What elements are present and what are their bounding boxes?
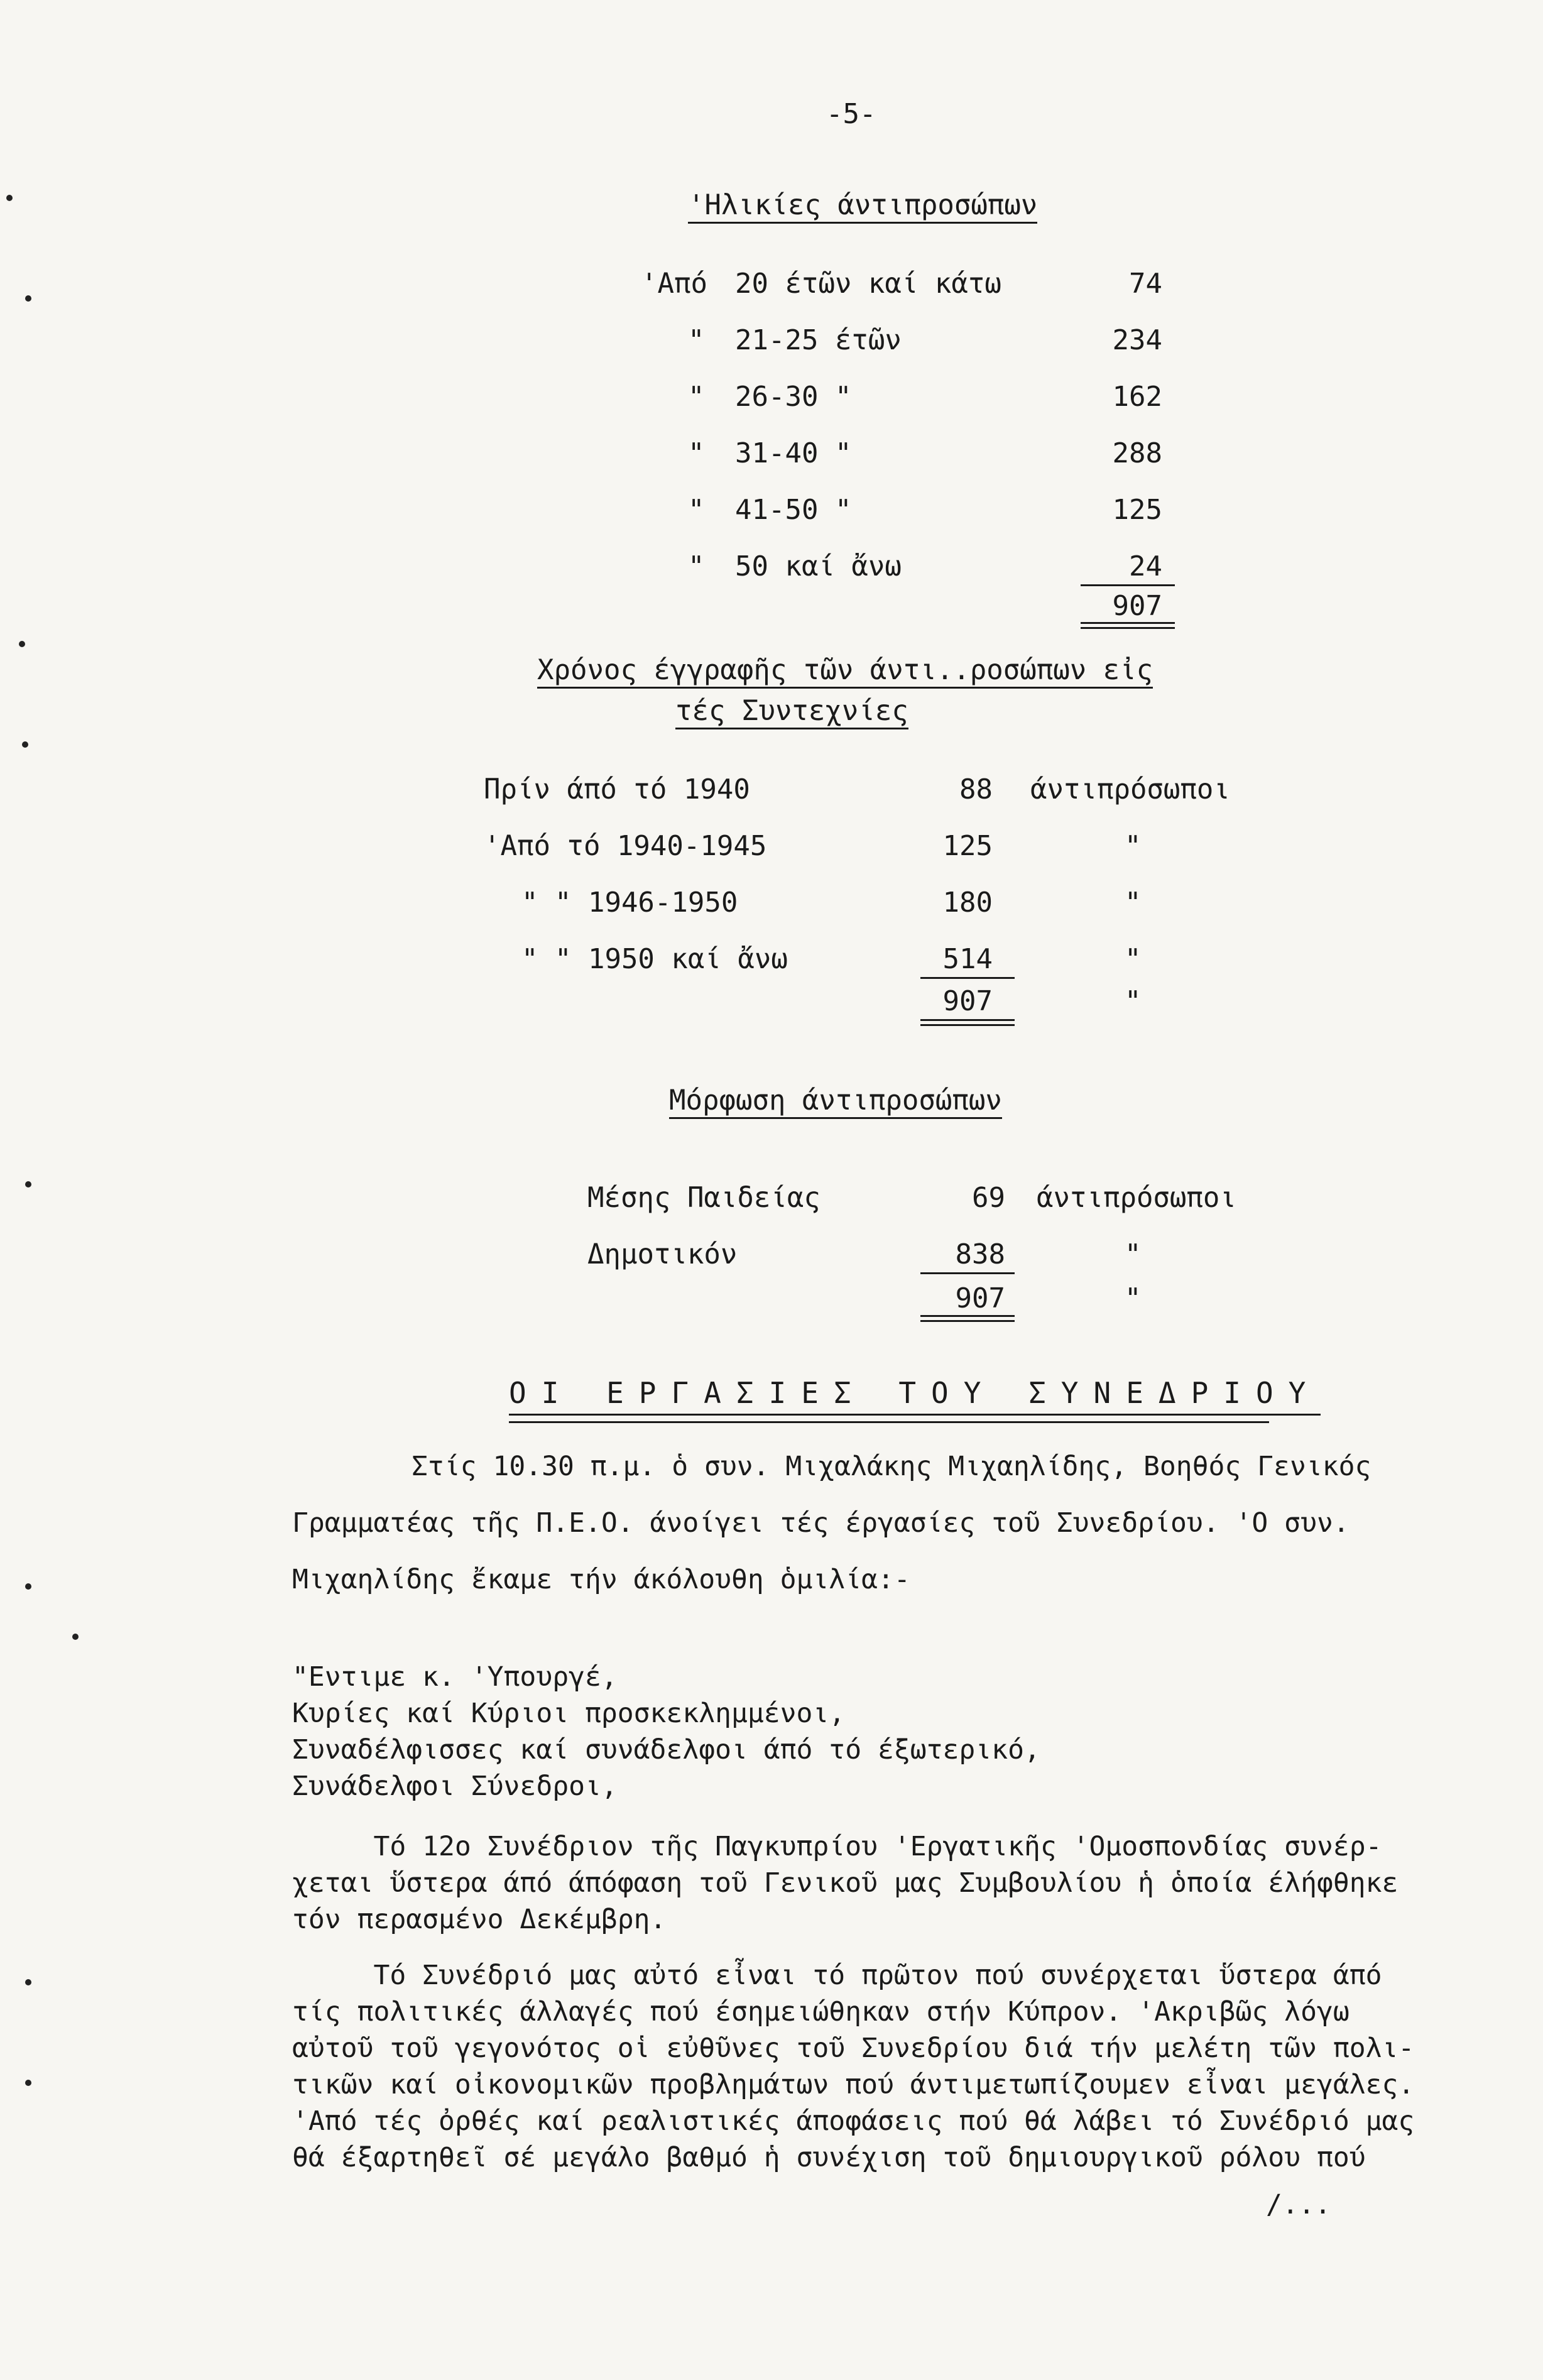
ages-double-rule-1 xyxy=(1081,622,1175,624)
ages-row-lead: " xyxy=(688,550,705,582)
paragraph-line: αὐτοῦ τοῦ γεγονότος οἱ εὐθῦνες τοῦ Συνεδρίου διά τήν μελέτη τῶν πολι- xyxy=(292,2033,1415,2064)
paragraph-line: Τό Συνέδριό μας αὐτό εἶναι τό πρῶτον πού συνέρχεται ὕστερα άπό xyxy=(292,1960,1382,1991)
education-row-label: Μέσης Παιδείας xyxy=(587,1182,821,1214)
registration-row-unit: " xyxy=(1125,830,1142,862)
registration-row-label: " " 1946-1950 xyxy=(521,887,738,919)
ages-row-lead: " xyxy=(688,324,705,356)
registration-row-label: " " 1950 καί ἄνω xyxy=(521,943,788,975)
section-title-rule-2 xyxy=(509,1421,1269,1423)
ages-row-range: 20 έτῶν καί κάτω xyxy=(735,268,1001,300)
registration-double-rule-1 xyxy=(920,1019,1015,1021)
page-number: -5- xyxy=(826,98,876,130)
salutation-line: Κυρίες καί Κύριοι προσκεκλημμένοι, xyxy=(292,1698,846,1729)
education-row-value: 838 xyxy=(955,1238,1005,1270)
education-row-label: Δημοτικόν xyxy=(587,1238,738,1270)
ages-row-lead: " xyxy=(688,437,705,469)
section-title: ΟΙ ΕΡΓΑΣΙΕΣ ΤΟΥ ΣΥΝΕΔΡΙΟΥ xyxy=(509,1376,1321,1416)
paragraph-line: τόν περασμένο Δεκέμβρη. xyxy=(292,1904,667,1935)
continuation-mark: /... xyxy=(1266,2189,1331,2220)
education-total: 907 xyxy=(955,1282,1005,1314)
education-row-value: 69 xyxy=(972,1182,1005,1214)
scan-speck xyxy=(25,1979,31,1985)
paragraph-line: θά έξαρτηθεῖ σέ μεγάλο βαθμό ἡ συνέχιση τοῦ δημιουργικοῦ ρόλου πού xyxy=(292,2142,1366,2173)
ages-row-value: 125 xyxy=(1112,494,1162,526)
education-total-unit: " xyxy=(1125,1282,1142,1314)
registration-total-unit: " xyxy=(1125,985,1142,1017)
ages-row-value: 288 xyxy=(1112,437,1162,469)
registration-row-label: Πρίν άπό τό 1940 xyxy=(484,773,750,805)
ages-row-lead: " xyxy=(688,381,705,413)
registration-row-value: 125 xyxy=(942,830,993,862)
scan-speck xyxy=(72,1634,79,1640)
salutation-line: Συνάδελφοι Σύνεδροι, xyxy=(292,1771,618,1802)
scan-speck xyxy=(25,2080,31,2086)
ages-row-value: 234 xyxy=(1112,324,1162,356)
ages-double-rule-2 xyxy=(1081,627,1175,629)
registration-row-label: 'Από τό 1940-1945 xyxy=(484,830,767,862)
scan-speck xyxy=(25,1181,31,1187)
paragraph-line: τικῶν καί οἰκονομικῶν προβλημάτων πού άντιμετωπίζουμεν εἶναι μεγάλες. xyxy=(292,2069,1415,2100)
ages-sum-rule xyxy=(1081,584,1175,586)
intro-line: Μιχαηλίδης ἔκαμε τήν άκόλουθη ὁμιλία:- xyxy=(292,1564,910,1595)
education-double-rule-1 xyxy=(920,1315,1015,1317)
education-row-unit: άντιπρόσωποι xyxy=(1037,1182,1236,1214)
ages-row-value: 24 xyxy=(1129,550,1162,582)
paragraph-line: 'Από τές ὀρθές καί ρεαλιστικές άποφάσεις πού θά λάβει τό Συνέδριό μας xyxy=(292,2105,1415,2137)
registration-total: 907 xyxy=(942,985,993,1017)
ages-row-range: 41-50 " xyxy=(735,494,852,526)
education-row-unit: " xyxy=(1125,1238,1142,1270)
scan-speck xyxy=(25,1583,31,1590)
scan-speck xyxy=(6,195,13,201)
education-double-rule-2 xyxy=(920,1320,1015,1322)
paragraph-line: Τό 12ο Συνέδριον τῆς Παγκυπρίου 'Εργατικῆς 'Ομοσπονδίας συνέρ- xyxy=(292,1831,1382,1862)
education-heading: Μόρφωση άντιπροσώπων xyxy=(669,1087,1002,1119)
registration-double-rule-2 xyxy=(920,1024,1015,1026)
ages-row-value: 162 xyxy=(1112,381,1162,413)
intro-line: Γραμματέας τῆς Π.Ε.Ο. άνοίγει τές έργασίες τοῦ Συνεδρίου. 'Ο συν. xyxy=(292,1507,1349,1539)
registration-row-unit: " xyxy=(1125,887,1142,919)
paragraph-line: χεται ὕστερα άπό άπόφαση τοῦ Γενικοῦ μας Συμβουλίου ἡ ὁποία έλήφθηκε xyxy=(292,1867,1399,1899)
ages-row-range: 50 καί ἄνω xyxy=(735,550,902,582)
salutation-line: Συναδέλφισσες καί συνάδελφοι άπό τό έξωτερικό, xyxy=(292,1734,1040,1766)
ages-row-range: 31-40 " xyxy=(735,437,852,469)
registration-row-unit: " xyxy=(1125,943,1142,975)
ages-row-range: 26-30 " xyxy=(735,381,852,413)
education-sum-rule xyxy=(920,1272,1015,1274)
intro-line: Στίς 10.30 π.μ. ὁ συν. Μιχαλάκης Μιχαηλίδης, Βοηθός Γενικός xyxy=(412,1451,1371,1482)
ages-heading: 'Ηλικίες άντιπροσώπων xyxy=(688,192,1037,224)
registration-heading-line2: τές Συντεχνίες xyxy=(675,697,908,729)
registration-row-value: 180 xyxy=(942,887,993,919)
ages-row-value: 74 xyxy=(1129,268,1162,300)
registration-row-value: 514 xyxy=(942,943,993,975)
ages-row-lead: 'Από xyxy=(641,268,707,300)
ages-row-range: 21-25 έτῶν xyxy=(735,324,902,356)
registration-heading-line1: Χρόνος έγγραφῆς τῶν άντι..ροσώπων εἰς xyxy=(537,657,1153,689)
registration-row-unit: άντιπρόσωποι xyxy=(1030,773,1230,805)
scan-speck xyxy=(22,741,28,748)
salutation-line: "Εντιμε κ. 'Υπουργέ, xyxy=(292,1661,618,1693)
scan-speck xyxy=(19,641,25,647)
registration-row-value: 88 xyxy=(959,773,993,805)
registration-sum-rule xyxy=(920,977,1015,979)
ages-row-lead: " xyxy=(688,494,705,526)
ages-total: 907 xyxy=(1112,590,1162,622)
scan-speck xyxy=(25,295,31,302)
paragraph-line: τίς πολιτικές άλλαγές πού έσημειώθηκαν στήν Κύπρον. 'Ακριβῶς λόγω xyxy=(292,1996,1349,2028)
